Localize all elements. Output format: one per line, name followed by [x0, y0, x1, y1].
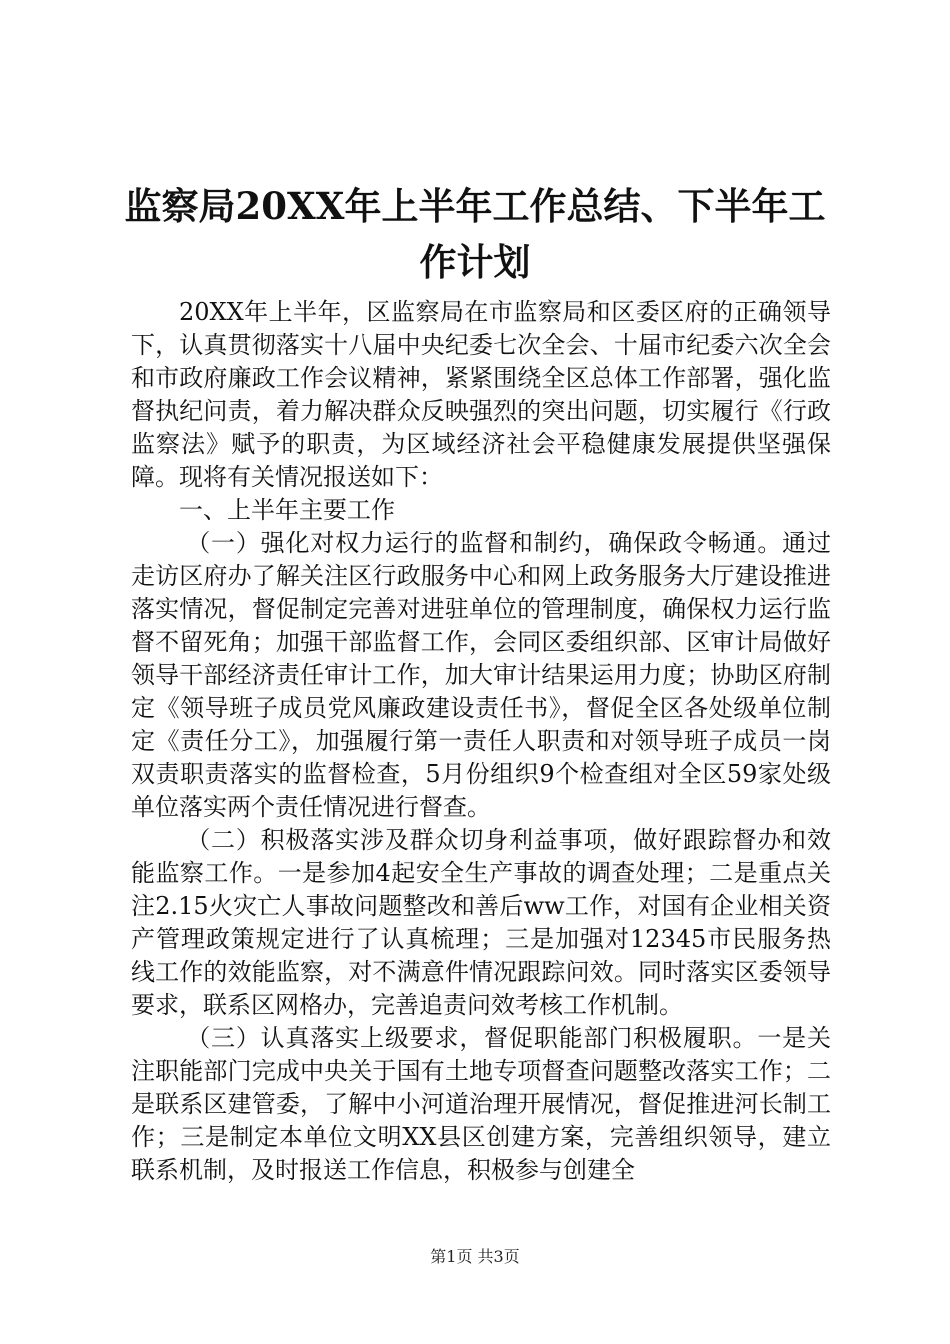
section-heading: 一、上半年主要工作: [179, 496, 395, 524]
document-body: [131, 296, 831, 1187]
paragraph-item-1: （一）强化对权力运行的监督和制约，确保政令畅通。通过走访区府办了解关注区行政服务中心和网上政务服务大厅建设推进落实情况，督促制定完善对进驻单位的管理制度，确保权力运行监督不留死角；加强干部监督工作，会同区委组织部、区审计局做好领导干部经济责任审计工作，加大审计结果运用力度；协助区府制定《领导班子成员党风廉政建设责任书》，督促全区各处级单位制定《责任分工》，加强履行第一责任人职责和对领导班子成员一岗双责职责落实的监督检查，5月份组织9个检查组对全区59家处级单位落实两个责任情况进行督查。: [131, 529, 831, 821]
paragraph-item-3: （三）认真落实上级要求，督促职能部门积极履职。一是关注职能部门完成中央关于国有土地专项督查问题整改落实工作；二是联系区建管委，了解中小河道治理开展情况，督促推进河长制工作；三是制定本单位文明XX县区创建方案，完善组织领导，建立联系机制，及时报送工作信息，积极参与创建全: [131, 1024, 831, 1184]
document-title: 监察局20XX年上半年工作总结、下半年工作计划: [124, 184, 826, 284]
page-footer: 第1页 共3页: [430, 1247, 520, 1266]
paragraph-intro: 20XX年上半年，区监察局在市监察局和区委区府的正确领导下，认真贯彻落实十八届中央纪委七次全会、十届市纪委六次全会和市政府廉政工作会议精神，紧紧围绕全区总体工作部署，强化监督执纪问责，着力解决群众反映强烈的突出问题，切实履行《行政监察法》赋予的职责，为区域经济社会平稳健康发展提供坚强保障。现将有关情况报送如下：: [131, 298, 831, 491]
paragraph-item-2: （二）积极落实涉及群众切身利益事项，做好跟踪督办和效能监察工作。一是参加4起安全生产事故的调查处理；二是重点关注2.15火灾亡人事故问题整改和善后ww工作，对国有企业相关资产管理政策规定进行了认真梳理；三是加强对12345市民服务热线工作的效能监察，对不满意件情况跟踪问效。同时落实区委领导要求，联系区网格办，完善追责问效考核工作机制。: [131, 826, 831, 1019]
